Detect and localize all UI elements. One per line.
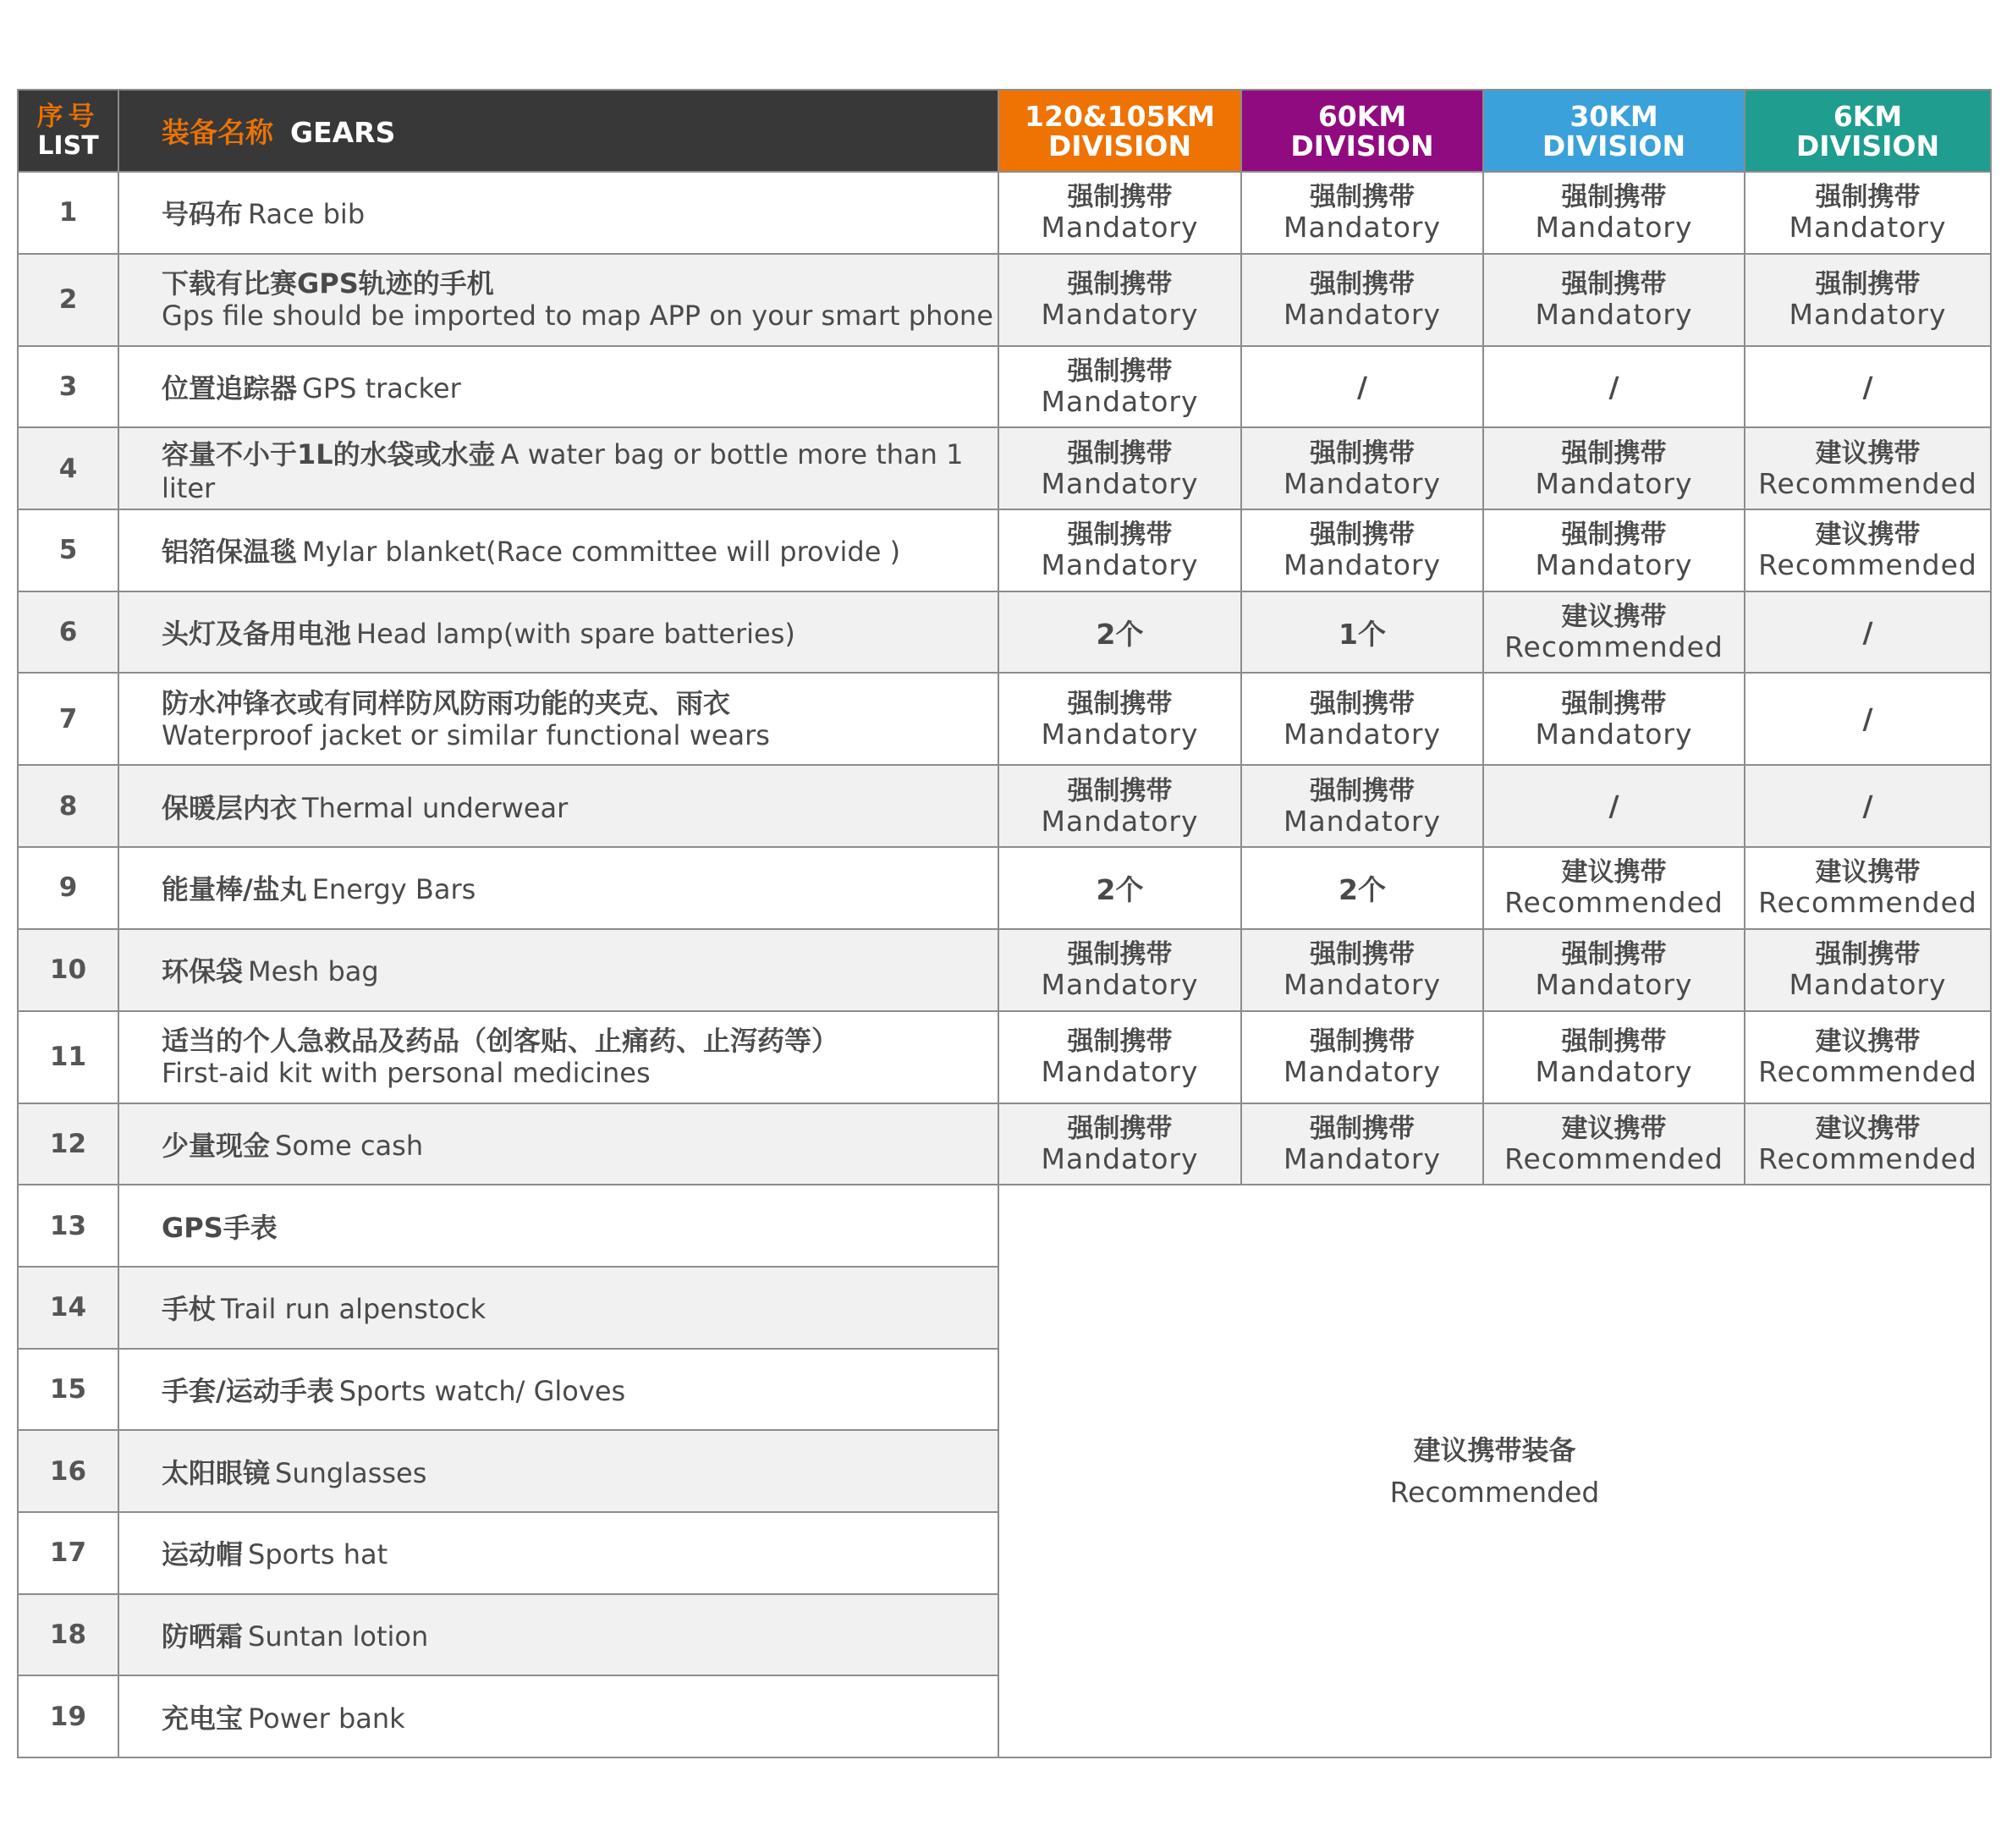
- requirement-value: /: [1608, 370, 1619, 404]
- requirement-en: Recommended: [1504, 1141, 1723, 1175]
- division-km: 60KM: [1317, 99, 1407, 133]
- table-row: [18, 172, 1991, 254]
- requirement-cell-30km: [1483, 1103, 1745, 1185]
- requirement-cell-30km: [1483, 346, 1745, 428]
- gear-name-cell: [118, 346, 998, 428]
- gear-name-en: Mesh bag: [248, 955, 379, 988]
- requirement-zh: 强制携带: [1310, 939, 1415, 971]
- requirement-zh: 强制携带: [1067, 775, 1173, 806]
- requirement-zh: 强制携带: [1067, 269, 1173, 300]
- gear-name-en: Thermal underwear: [302, 791, 569, 824]
- requirement-zh: 强制携带: [1815, 269, 1921, 300]
- requirement-zh: 强制携带: [1067, 437, 1173, 469]
- gear-name-zh: 容量不小于1L的水袋或水壶: [162, 437, 496, 470]
- requirement-zh: 强制携带: [1310, 1113, 1415, 1144]
- requirement-cell-120km: [998, 591, 1241, 674]
- row-number: 7: [18, 673, 118, 765]
- gear-name-zh: 适当的个人急救品及药品（创客贴、止痛药、止泻药等）: [162, 1025, 839, 1057]
- requirement-zh: 强制携带: [1561, 688, 1667, 719]
- gears-header: [118, 90, 998, 172]
- requirement-zh: 建议携带: [1815, 1113, 1921, 1144]
- requirement-zh: 强制携带: [1310, 437, 1415, 469]
- requirement-cell-60km: [1241, 765, 1483, 847]
- gear-name-en: GPS tracker: [302, 372, 461, 405]
- requirement-zh: 建议携带: [1815, 857, 1921, 888]
- table-row: [18, 427, 1991, 509]
- requirement-en: Mandatory: [1535, 548, 1693, 582]
- requirement-zh: 强制携带: [1067, 939, 1173, 971]
- requirement-zh: 强制携带: [1561, 269, 1667, 300]
- table-row: [18, 254, 1991, 346]
- requirement-en: Mandatory: [1041, 466, 1199, 500]
- gear-table-body: [18, 172, 1991, 1757]
- requirement-cell-120km: [998, 254, 1241, 346]
- requirement-cell-30km: [1483, 509, 1745, 591]
- requirement-en: Mandatory: [1535, 968, 1693, 1002]
- requirement-zh: 强制携带: [1067, 182, 1173, 213]
- requirement-zh: 强制携带: [1310, 1026, 1415, 1057]
- row-number: 12: [18, 1103, 118, 1185]
- row-number: 5: [18, 509, 118, 591]
- gear-name-en: Sunglasses: [275, 1456, 427, 1489]
- row-number: 15: [18, 1349, 118, 1431]
- gear-name-zh: GPS手表: [162, 1211, 278, 1244]
- gear-name-cell: [118, 509, 998, 591]
- gear-name-zh: 铝箔保温毯: [162, 536, 298, 569]
- requirement-zh: 建议携带: [1815, 1026, 1921, 1057]
- row-number: 13: [18, 1185, 118, 1267]
- gear-name-cell: [118, 929, 998, 1011]
- requirement-en: Mandatory: [1041, 1141, 1199, 1175]
- requirement-en: Recommended: [1758, 1055, 1977, 1088]
- requirement-cell-120km: [998, 346, 1241, 428]
- requirement-en: Mandatory: [1283, 211, 1441, 245]
- division-label: DIVISION: [1795, 129, 1940, 162]
- requirement-zh: 强制携带: [1561, 437, 1667, 469]
- row-number: 4: [18, 427, 118, 509]
- list-header-en: LIST: [37, 130, 99, 161]
- gear-name-cell: [118, 1349, 998, 1431]
- requirement-cell-120km: [998, 172, 1241, 254]
- requirement-en: Mandatory: [1283, 1141, 1441, 1175]
- gear-name-en: Waterproof jacket or similar functional wears: [162, 718, 770, 751]
- division-header-60km: [1241, 90, 1483, 172]
- gear-name-cell: [118, 1185, 998, 1267]
- gear-name-zh: 环保袋: [162, 955, 244, 988]
- row-number: 19: [18, 1675, 118, 1757]
- requirement-cell-60km: [1241, 847, 1483, 929]
- requirement-en: Mandatory: [1789, 968, 1947, 1002]
- gear-name-en: Power bank: [248, 1702, 405, 1735]
- requirement-zh: 强制携带: [1561, 939, 1667, 971]
- gear-name-cell: [118, 765, 998, 847]
- requirement-cell-60km: [1241, 172, 1483, 254]
- list-header-zh: 序号: [36, 101, 100, 132]
- requirement-cell-60km: [1241, 591, 1483, 674]
- gear-name-cell: [118, 427, 998, 509]
- requirement-value: /: [1862, 370, 1873, 404]
- requirement-cell-6km: [1745, 929, 1991, 1011]
- requirement-en: Mandatory: [1283, 466, 1441, 500]
- division-km: 30KM: [1569, 99, 1658, 133]
- requirement-cell-6km: [1745, 1103, 1991, 1185]
- requirement-cell-6km: [1745, 427, 1991, 509]
- gear-name-cell: [118, 591, 998, 674]
- requirement-zh: 强制携带: [1561, 182, 1667, 213]
- requirement-cell-120km: [998, 1103, 1241, 1185]
- requirement-en: Mandatory: [1789, 298, 1947, 332]
- row-number: 2: [18, 254, 118, 346]
- row-number: 18: [18, 1594, 118, 1676]
- gear-name-zh: 手杖: [162, 1293, 217, 1326]
- requirement-cell-6km: [1745, 172, 1991, 254]
- requirement-cell-6km: [1745, 1011, 1991, 1103]
- gear-name-cell: [118, 1430, 998, 1512]
- requirement-zh: 强制携带: [1067, 520, 1173, 551]
- requirement-en: Recommended: [1758, 1141, 1977, 1175]
- requirement-value: /: [1862, 702, 1873, 736]
- requirement-en: Mandatory: [1535, 211, 1693, 245]
- table-row: [18, 509, 1991, 591]
- requirement-cell-30km: [1483, 427, 1745, 509]
- requirement-en: Mandatory: [1283, 804, 1441, 838]
- table-row: [18, 1011, 1991, 1103]
- requirement-zh: 强制携带: [1067, 1113, 1173, 1144]
- gears-header-zh: 装备名称: [162, 116, 273, 149]
- requirement-zh: 强制携带: [1815, 939, 1921, 971]
- requirement-en: Mandatory: [1041, 385, 1199, 419]
- requirement-zh: 强制携带: [1310, 269, 1415, 300]
- requirement-en: Mandatory: [1789, 211, 1947, 245]
- division-label: DIVISION: [1047, 129, 1192, 162]
- requirement-en: Mandatory: [1283, 717, 1441, 751]
- gear-name-zh: 少量现金: [162, 1129, 271, 1162]
- requirement-zh: 建议携带: [1815, 437, 1921, 469]
- requirement-value: /: [1608, 789, 1619, 823]
- table-row: [18, 929, 1991, 1011]
- division-label: DIVISION: [1290, 129, 1434, 162]
- row-number: 1: [18, 172, 118, 254]
- gears-header-en: GEARS: [290, 116, 396, 149]
- gear-name-en: A water bag or bottle more than 1 liter: [162, 437, 964, 504]
- requirement-zh: 强制携带: [1310, 775, 1415, 806]
- gear-name-zh: 能量棒/盐丸: [162, 873, 307, 906]
- requirement-zh: 建议携带: [1561, 1113, 1667, 1144]
- gear-name-zh: 防水冲锋衣或有同样防风防雨功能的夹克、雨衣: [162, 686, 731, 719]
- requirement-value: 2个: [1096, 872, 1144, 906]
- requirement-zh: 建议携带: [1815, 520, 1921, 551]
- requirement-cell-6km: [1745, 847, 1991, 929]
- requirement-cell-120km: [998, 765, 1241, 847]
- requirement-zh: 强制携带: [1310, 688, 1415, 719]
- recommended-block-zh: 建议携带装备: [1413, 1433, 1576, 1466]
- requirement-zh: 强制携带: [1067, 356, 1173, 388]
- requirement-zh: 建议携带: [1561, 857, 1667, 888]
- gear-name-cell: [118, 1512, 998, 1594]
- gear-name-zh: 运动帽: [162, 1538, 244, 1571]
- requirement-cell-30km: [1483, 765, 1745, 847]
- requirement-en: Mandatory: [1041, 804, 1199, 838]
- requirement-en: Recommended: [1504, 630, 1723, 664]
- requirement-en: Mandatory: [1283, 548, 1441, 582]
- requirement-en: Mandatory: [1283, 1055, 1441, 1088]
- gear-name-en: Sports watch/ Gloves: [338, 1374, 626, 1407]
- gear-table: [17, 89, 1992, 1758]
- row-number: 3: [18, 346, 118, 428]
- requirement-en: Mandatory: [1041, 211, 1199, 245]
- gear-name-en: Race bib: [248, 198, 366, 231]
- requirement-value: /: [1356, 370, 1368, 404]
- requirement-cell-30km: [1483, 929, 1745, 1011]
- row-number: 6: [18, 591, 118, 674]
- requirement-cell-60km: [1241, 427, 1483, 509]
- row-number: 11: [18, 1011, 118, 1103]
- requirement-en: Recommended: [1758, 886, 1977, 920]
- requirement-cell-120km: [998, 1011, 1241, 1103]
- requirement-cell-30km: [1483, 847, 1745, 929]
- requirement-zh: 强制携带: [1067, 1026, 1173, 1057]
- requirement-en: Mandatory: [1535, 1055, 1693, 1088]
- table-row: [18, 591, 1991, 674]
- division-label: DIVISION: [1542, 129, 1686, 162]
- gear-name-cell: [118, 172, 998, 254]
- requirement-cell-6km: [1745, 509, 1991, 591]
- division-km: 120&105KM: [1025, 99, 1215, 133]
- row-number: 10: [18, 929, 118, 1011]
- requirement-zh: 强制携带: [1561, 1026, 1667, 1057]
- row-number: 9: [18, 847, 118, 929]
- requirement-en: Recommended: [1504, 886, 1723, 920]
- row-number: 17: [18, 1512, 118, 1594]
- gear-name-en: Head lamp(with spare batteries): [356, 618, 795, 651]
- table-row: [18, 847, 1991, 929]
- requirement-cell-120km: [998, 427, 1241, 509]
- gear-name-cell: [118, 1594, 998, 1676]
- requirement-cell-120km: [998, 847, 1241, 929]
- table-row: [18, 1103, 1991, 1185]
- gear-name-zh: 太阳眼镜: [162, 1456, 271, 1489]
- gear-name-zh: 头灯及备用电池: [162, 618, 352, 651]
- requirement-zh: 强制携带: [1561, 520, 1667, 551]
- requirement-en: Mandatory: [1041, 1055, 1199, 1088]
- requirement-zh: 强制携带: [1310, 182, 1415, 213]
- requirement-cell-60km: [1241, 1103, 1483, 1185]
- requirement-cell-6km: [1745, 254, 1991, 346]
- gear-name-zh: 号码布: [162, 198, 244, 231]
- gear-name-zh: 充电宝: [162, 1702, 244, 1735]
- requirement-cell-120km: [998, 673, 1241, 765]
- gear-name-cell: [118, 254, 998, 346]
- gear-name-cell: [118, 673, 998, 765]
- requirement-en: Mandatory: [1535, 298, 1693, 332]
- gear-name-zh: 位置追踪器: [162, 372, 298, 405]
- requirement-cell-60km: [1241, 254, 1483, 346]
- requirement-cell-30km: [1483, 673, 1745, 765]
- requirement-en: Mandatory: [1283, 298, 1441, 332]
- requirement-zh: 强制携带: [1067, 688, 1173, 719]
- requirement-cell-60km: [1241, 346, 1483, 428]
- requirement-cell-30km: [1483, 254, 1745, 346]
- division-header-30km: [1483, 90, 1745, 172]
- gear-name-cell: [118, 1675, 998, 1757]
- gear-name-en: Trail run alpenstock: [221, 1293, 487, 1326]
- recommended-block-en: Recommended: [1389, 1475, 1600, 1509]
- requirement-cell-6km: [1745, 673, 1991, 765]
- gear-name-zh: 手套/运动手表: [162, 1374, 334, 1407]
- division-header-6km: [1745, 90, 1991, 172]
- requirement-cell-30km: [1483, 172, 1745, 254]
- header-row: [18, 90, 1991, 172]
- row-number: 16: [18, 1430, 118, 1512]
- requirement-en: Recommended: [1758, 466, 1977, 500]
- requirement-cell-30km: [1483, 591, 1745, 674]
- requirement-value: 1个: [1339, 617, 1386, 651]
- requirement-cell-120km: [998, 509, 1241, 591]
- requirement-en: Mandatory: [1041, 548, 1199, 582]
- table-row: [18, 346, 1991, 428]
- gear-name-zh: 保暖层内衣: [162, 791, 298, 824]
- requirement-cell-6km: [1745, 765, 1991, 847]
- requirement-value: /: [1862, 615, 1873, 649]
- table-row: [18, 673, 1991, 765]
- requirement-en: Mandatory: [1535, 717, 1693, 751]
- gear-name-cell: [118, 1267, 998, 1349]
- table-row: [18, 1185, 1991, 1267]
- requirement-en: Mandatory: [1283, 968, 1441, 1002]
- requirement-cell-60km: [1241, 929, 1483, 1011]
- requirement-en: Recommended: [1758, 548, 1977, 582]
- requirement-cell-60km: [1241, 673, 1483, 765]
- requirement-cell-30km: [1483, 1011, 1745, 1103]
- requirement-value: /: [1862, 789, 1873, 823]
- table-row: [18, 765, 1991, 847]
- gear-name-cell: [118, 1011, 998, 1103]
- requirement-cell-120km: [998, 929, 1241, 1011]
- requirement-cell-6km: [1745, 346, 1991, 428]
- gear-name-cell: [118, 1103, 998, 1185]
- requirement-zh: 强制携带: [1310, 520, 1415, 551]
- gear-name-en: Energy Bars: [311, 873, 476, 906]
- recommended-gear-block: [998, 1185, 1991, 1757]
- requirement-zh: 建议携带: [1561, 602, 1667, 633]
- gear-name-en: Mylar blanket(Race committee will provide ): [302, 536, 901, 569]
- requirement-cell-60km: [1241, 509, 1483, 591]
- requirement-en: Mandatory: [1041, 968, 1199, 1002]
- row-number: 8: [18, 765, 118, 847]
- row-number: 14: [18, 1267, 118, 1349]
- requirement-value: 2个: [1339, 872, 1386, 906]
- gear-name-zh: 下载有比赛GPS轨迹的手机: [162, 267, 494, 300]
- division-header-120km: [998, 90, 1241, 172]
- gear-name-en: First-aid kit with personal medicines: [162, 1057, 651, 1089]
- requirement-en: Mandatory: [1041, 298, 1199, 332]
- requirement-cell-6km: [1745, 591, 1991, 674]
- requirement-zh: 强制携带: [1815, 182, 1921, 213]
- requirement-cell-60km: [1241, 1011, 1483, 1103]
- division-km: 6KM: [1833, 99, 1903, 133]
- gear-name-en: Suntan lotion: [248, 1620, 429, 1653]
- gear-name-en: Sports hat: [248, 1538, 388, 1571]
- list-header: [18, 90, 118, 172]
- requirement-en: Mandatory: [1535, 466, 1693, 500]
- requirement-en: Mandatory: [1041, 717, 1199, 751]
- requirement-value: 2个: [1096, 617, 1144, 651]
- gear-name-en: Gps file should be imported to map APP on your smart phone: [162, 300, 993, 333]
- gear-name-cell: [118, 847, 998, 929]
- gear-name-zh: 防晒霜: [162, 1620, 244, 1653]
- gear-name-en: Some cash: [275, 1129, 424, 1162]
